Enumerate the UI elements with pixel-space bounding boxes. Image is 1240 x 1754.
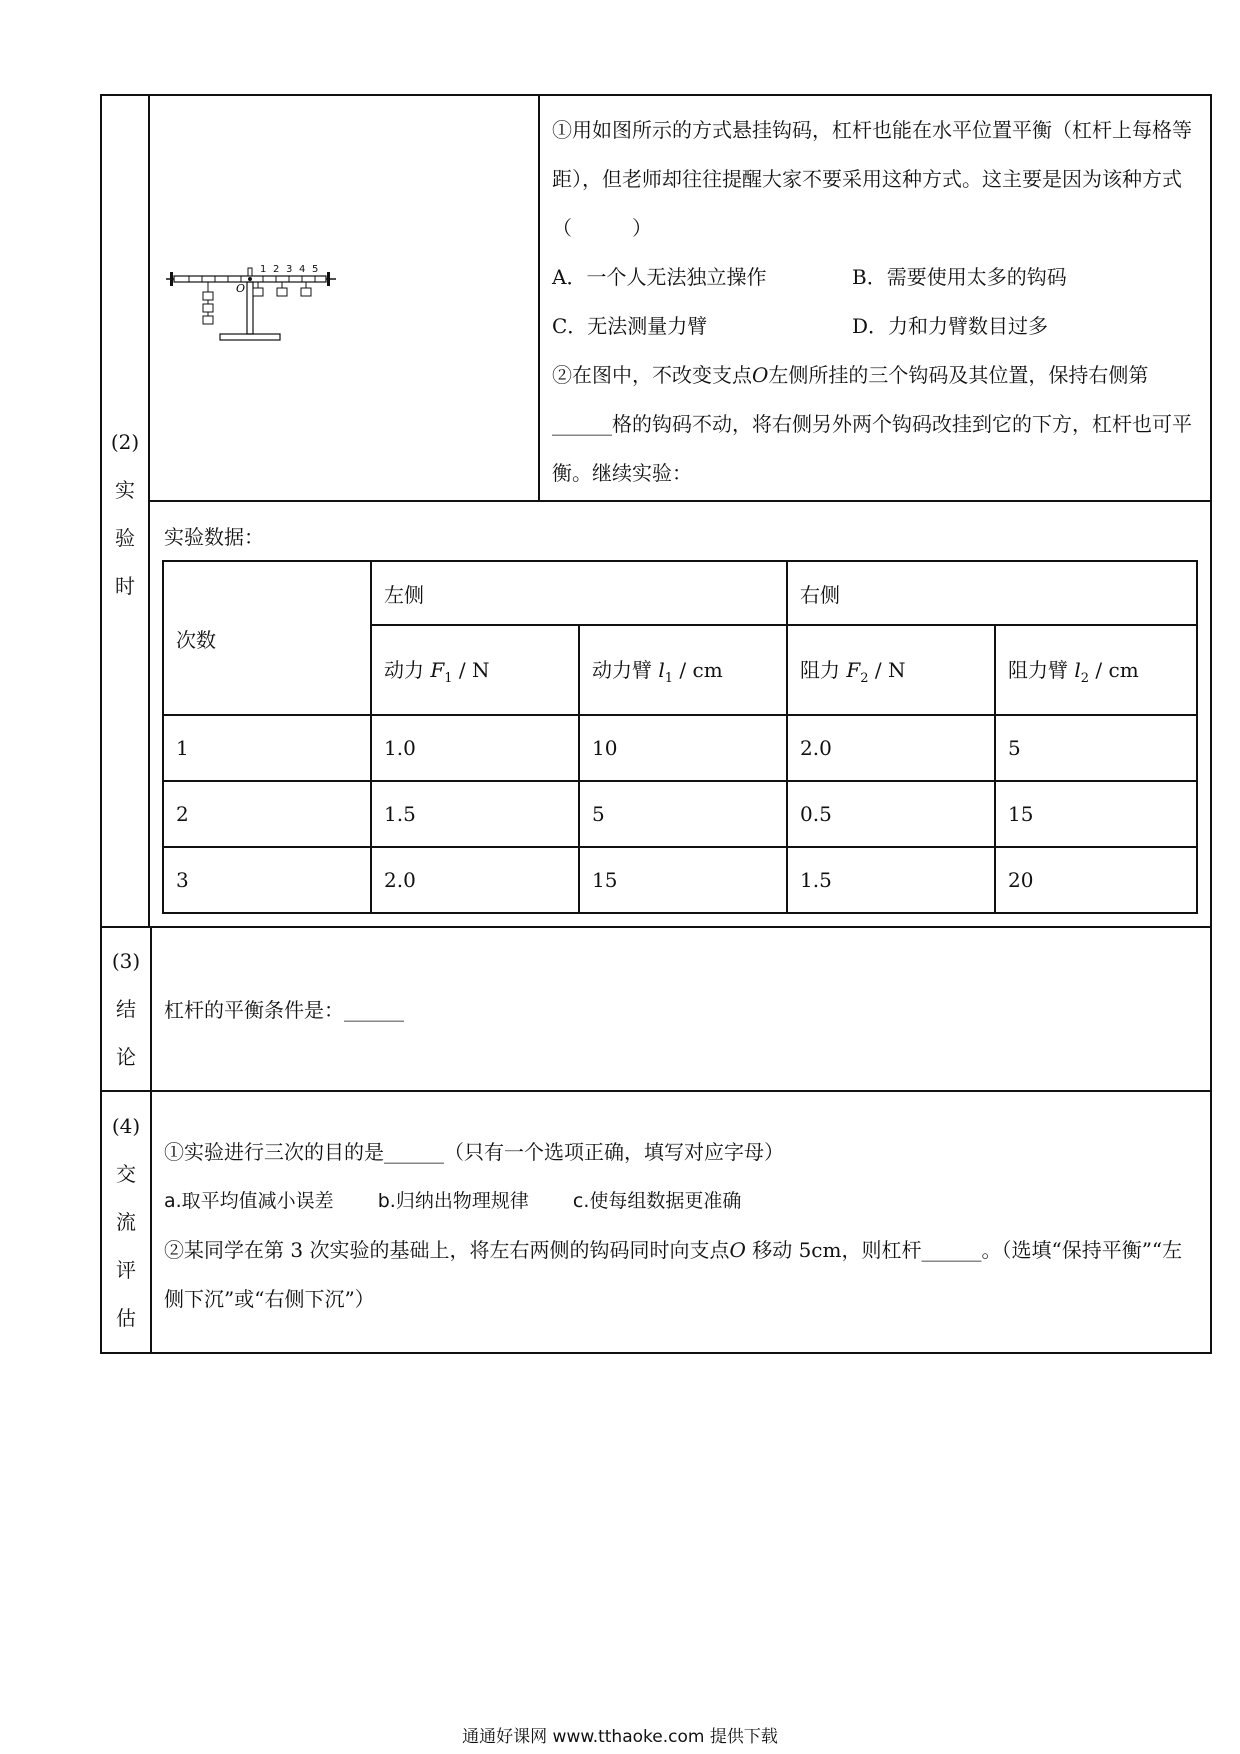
evaluation-question-2 bbox=[164, 1226, 1198, 1324]
header-symbol: l bbox=[658, 658, 665, 682]
section-label-conclusion bbox=[102, 928, 152, 1090]
header-symbol: l bbox=[1074, 658, 1081, 682]
section-label-evaluation bbox=[102, 1092, 152, 1352]
options-row-2 bbox=[552, 302, 1200, 351]
label-part: 时 bbox=[115, 574, 135, 598]
question-1: ①用如图所示的方式悬挂钩码，杠杆也能在水平位置平衡（杠杆上每格等距），但老师却往往提醒大家不要采用这种方式。这主要是因为该种方式（ ） bbox=[552, 118, 1192, 240]
section-experiment bbox=[102, 96, 1210, 928]
conclusion-text: 杠杆的平衡条件是：______ bbox=[164, 997, 404, 1022]
scale-label: 3 bbox=[286, 264, 293, 275]
lever-stand bbox=[247, 282, 253, 334]
table-cell: 3 bbox=[163, 847, 371, 913]
evaluation-choices bbox=[164, 1177, 1198, 1226]
lever-base bbox=[220, 334, 280, 340]
header-subscript: 2 bbox=[1080, 671, 1090, 686]
label-part: (2) bbox=[110, 430, 140, 454]
table-cell: 20 bbox=[995, 847, 1197, 913]
experiment-content bbox=[150, 96, 1210, 926]
header-left: 左侧 bbox=[371, 561, 787, 625]
evaluation-question-1: ①实验进行三次的目的是______（只有一个选项正确，填写对应字母） bbox=[164, 1140, 784, 1164]
table-cell: 1.5 bbox=[787, 847, 995, 913]
worksheet-frame bbox=[100, 94, 1212, 1354]
label-part: 论 bbox=[116, 1045, 136, 1069]
pivot-label: O bbox=[236, 282, 246, 295]
header-unit: / cm bbox=[673, 658, 723, 682]
header-unit: / N bbox=[868, 658, 906, 682]
header-symbol: F bbox=[430, 658, 445, 682]
label-part: 流 bbox=[116, 1210, 136, 1234]
header-unit: / N bbox=[452, 658, 490, 682]
table-cell: 10 bbox=[579, 715, 787, 781]
lever-diagram bbox=[150, 96, 538, 500]
data-title: 实验数据： bbox=[164, 525, 264, 549]
scale-label: 1 bbox=[260, 264, 267, 275]
table-cell: 5 bbox=[995, 715, 1197, 781]
scale-label: 2 bbox=[273, 264, 280, 275]
data-area bbox=[150, 500, 1210, 926]
conclusion-content bbox=[152, 928, 1210, 1088]
label-part: (3) bbox=[111, 949, 141, 973]
header-symbol: F bbox=[846, 658, 861, 682]
table-row bbox=[163, 781, 1197, 847]
header-F2 bbox=[787, 625, 995, 715]
table-row bbox=[163, 847, 1197, 913]
question-text: 移动 5cm，则杠杆______。（选填“保持平衡”“左侧下沉”或“右侧下沉”） bbox=[164, 1238, 1183, 1311]
evaluation-content bbox=[152, 1092, 1210, 1352]
table-cell: 2.0 bbox=[787, 715, 995, 781]
header-text: 阻力臂 bbox=[1008, 658, 1068, 682]
label-part: (4) bbox=[111, 1114, 141, 1138]
question-text: ②某同学在第 3 次实验的基础上，将左右两侧的钩码同时向支点 bbox=[164, 1238, 730, 1262]
header-count: 次数 bbox=[163, 561, 371, 715]
table-cell: 0.5 bbox=[787, 781, 995, 847]
option-a[interactable]: A．一个人无法独立操作 bbox=[552, 265, 767, 289]
question-cell bbox=[540, 96, 1210, 500]
header-subscript: 2 bbox=[860, 671, 869, 686]
header-subscript: 1 bbox=[664, 671, 674, 686]
table-cell: 15 bbox=[579, 847, 787, 913]
header-text: 动力 bbox=[384, 658, 424, 682]
balance-nut-left bbox=[170, 272, 173, 286]
option-c[interactable]: C．无法测量力臂 bbox=[552, 314, 708, 338]
data-table bbox=[162, 560, 1198, 914]
option-b[interactable]: B．需要使用太多的钩码 bbox=[852, 265, 1067, 289]
table-cell: 1 bbox=[163, 715, 371, 781]
header-l2 bbox=[995, 625, 1197, 715]
page-footer: 通通好课网 www.tthaoke.com 提供下载 bbox=[462, 1727, 778, 1747]
pivot-point bbox=[248, 277, 252, 281]
label-part: 交 bbox=[116, 1162, 136, 1186]
table-cell: 1.5 bbox=[371, 781, 579, 847]
header-unit: / cm bbox=[1089, 658, 1139, 682]
balance-nut-right bbox=[327, 272, 330, 286]
question-2-text: 左侧所挂的三个钩码及其位置，保持右侧第______格的钩码不动，将右侧另外两个钩码改挂到它的下方，杠杆也可平衡。继续实验： bbox=[552, 363, 1192, 485]
table-cell: 15 bbox=[995, 781, 1197, 847]
option-d[interactable]: D．力和力臂数目过多 bbox=[852, 314, 1049, 338]
pivot-pointer bbox=[248, 268, 252, 276]
scale-label: 5 bbox=[312, 264, 319, 275]
figure-question-row bbox=[150, 96, 1210, 500]
choice-a[interactable]: a.取平均值减小误差 bbox=[164, 1190, 334, 1212]
header-l1 bbox=[579, 625, 787, 715]
table-cell: 2 bbox=[163, 781, 371, 847]
table-cell: 5 bbox=[579, 781, 787, 847]
label-part: 实 bbox=[115, 478, 135, 502]
question-2-text: ②在图中，不改变支点 bbox=[552, 363, 752, 387]
table-row bbox=[163, 715, 1197, 781]
header-text: 动力臂 bbox=[592, 658, 652, 682]
table-cell: 1.0 bbox=[371, 715, 579, 781]
label-part: 结 bbox=[116, 997, 136, 1021]
label-part: 评 bbox=[116, 1258, 136, 1282]
label-part: 估 bbox=[116, 1306, 136, 1330]
options-row-1 bbox=[552, 253, 1200, 302]
header-subscript: 1 bbox=[444, 671, 453, 686]
header-right: 右侧 bbox=[787, 561, 1197, 625]
section-conclusion bbox=[102, 928, 1210, 1092]
header-F1 bbox=[371, 625, 579, 715]
table-cell: 2.0 bbox=[371, 847, 579, 913]
choice-c[interactable]: c.使每组数据更准确 bbox=[572, 1190, 742, 1212]
pivot-symbol: O bbox=[729, 1238, 746, 1262]
section-label-experiment bbox=[102, 96, 150, 926]
header-text: 阻力 bbox=[800, 658, 840, 682]
pivot-symbol: O bbox=[752, 363, 769, 387]
scale-label: 4 bbox=[299, 264, 306, 275]
question-2 bbox=[552, 351, 1200, 498]
lever-figure-cell bbox=[150, 96, 540, 500]
section-evaluation bbox=[102, 1092, 1210, 1352]
choice-b[interactable]: b.归纳出物理规律 bbox=[377, 1190, 529, 1212]
label-part: 验 bbox=[115, 526, 135, 550]
